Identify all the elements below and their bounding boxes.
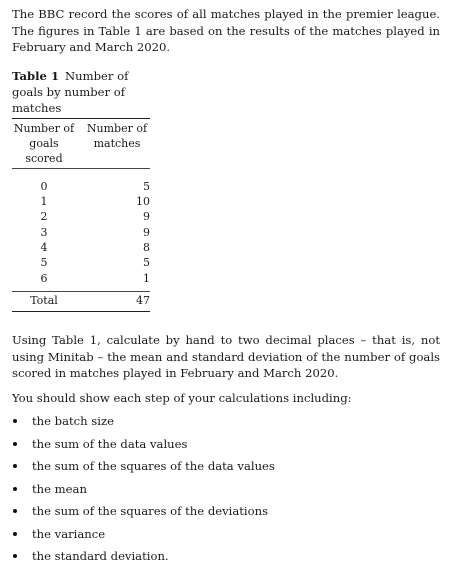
list-item-text: the mean (32, 481, 87, 496)
list-item-text: the sum of the squares of the deviations (32, 504, 269, 519)
matches-cell: 9 (143, 225, 150, 239)
list-item-text: the sum of the squares of the data values (32, 459, 275, 474)
bullet-icon (13, 554, 17, 558)
list-item (12, 433, 440, 456)
goals-table (12, 118, 150, 313)
list-item-text: the sum of the data values (32, 436, 188, 451)
table-header-row (12, 119, 150, 168)
intro-paragraph: The BBC record the scores of all matches played in the premier league. The figures in Table 1 are based on the results of the matches played in February and March 2020. (12, 7, 440, 54)
table-row (12, 179, 150, 194)
list-item-text: the standard deviation. (32, 549, 169, 564)
table-row (12, 225, 150, 240)
bullet-icon (13, 487, 17, 491)
table-row (12, 255, 150, 270)
bullet-icon (13, 442, 17, 446)
bullet-icon (13, 509, 17, 513)
table-label: Table 1 (12, 68, 60, 83)
table-title: Number of goals by number of matches (12, 68, 129, 115)
matches-cell: 5 (143, 256, 150, 270)
table-row (12, 209, 150, 224)
table-caption (12, 68, 162, 116)
table-row (12, 271, 150, 286)
bullet-icon (13, 419, 17, 423)
list-item-text: the batch size (32, 414, 114, 429)
list-item-text: the variance (32, 526, 106, 541)
list-item (12, 545, 440, 568)
table-row (12, 240, 150, 255)
matches-cell: 10 (136, 194, 150, 208)
goals-cell: 4 (40, 241, 48, 255)
list-item (12, 523, 440, 546)
list-item (12, 500, 440, 523)
goals-cell: 6 (40, 271, 48, 285)
table-bottom-rule (12, 311, 150, 312)
list-item (12, 410, 440, 433)
steps-list (12, 410, 440, 568)
goals-cell: 1 (40, 194, 48, 208)
total-value: 47 (136, 294, 150, 308)
lead-paragraph: You should show each step of your calculations including: (12, 390, 352, 405)
list-item (12, 455, 440, 478)
col-header-matches: Number of matches (86, 121, 148, 150)
table-body (12, 169, 150, 292)
goals-cell: 3 (40, 225, 48, 239)
list-item (12, 478, 440, 501)
matches-cell: 9 (143, 210, 150, 224)
table-row (12, 194, 150, 209)
matches-cell: 5 (143, 179, 150, 193)
bullet-icon (13, 464, 17, 468)
table-total-row (12, 292, 150, 311)
instruction-paragraph: Using Table 1, calculate by hand to two decimal places – that is, not using Minitab – the mean and standard deviation of the number of goals scored in matches played in February and March 2020. (12, 333, 440, 381)
goals-cell: 2 (40, 210, 48, 224)
goals-cell: 0 (40, 179, 48, 193)
total-label: Total (30, 294, 58, 308)
matches-cell: 8 (143, 241, 150, 255)
document-page (12, 6, 440, 568)
bullet-icon (13, 532, 17, 536)
goals-cell: 5 (40, 256, 48, 270)
col-header-goals: Number of goals scored (13, 121, 75, 165)
matches-cell: 1 (143, 271, 150, 285)
